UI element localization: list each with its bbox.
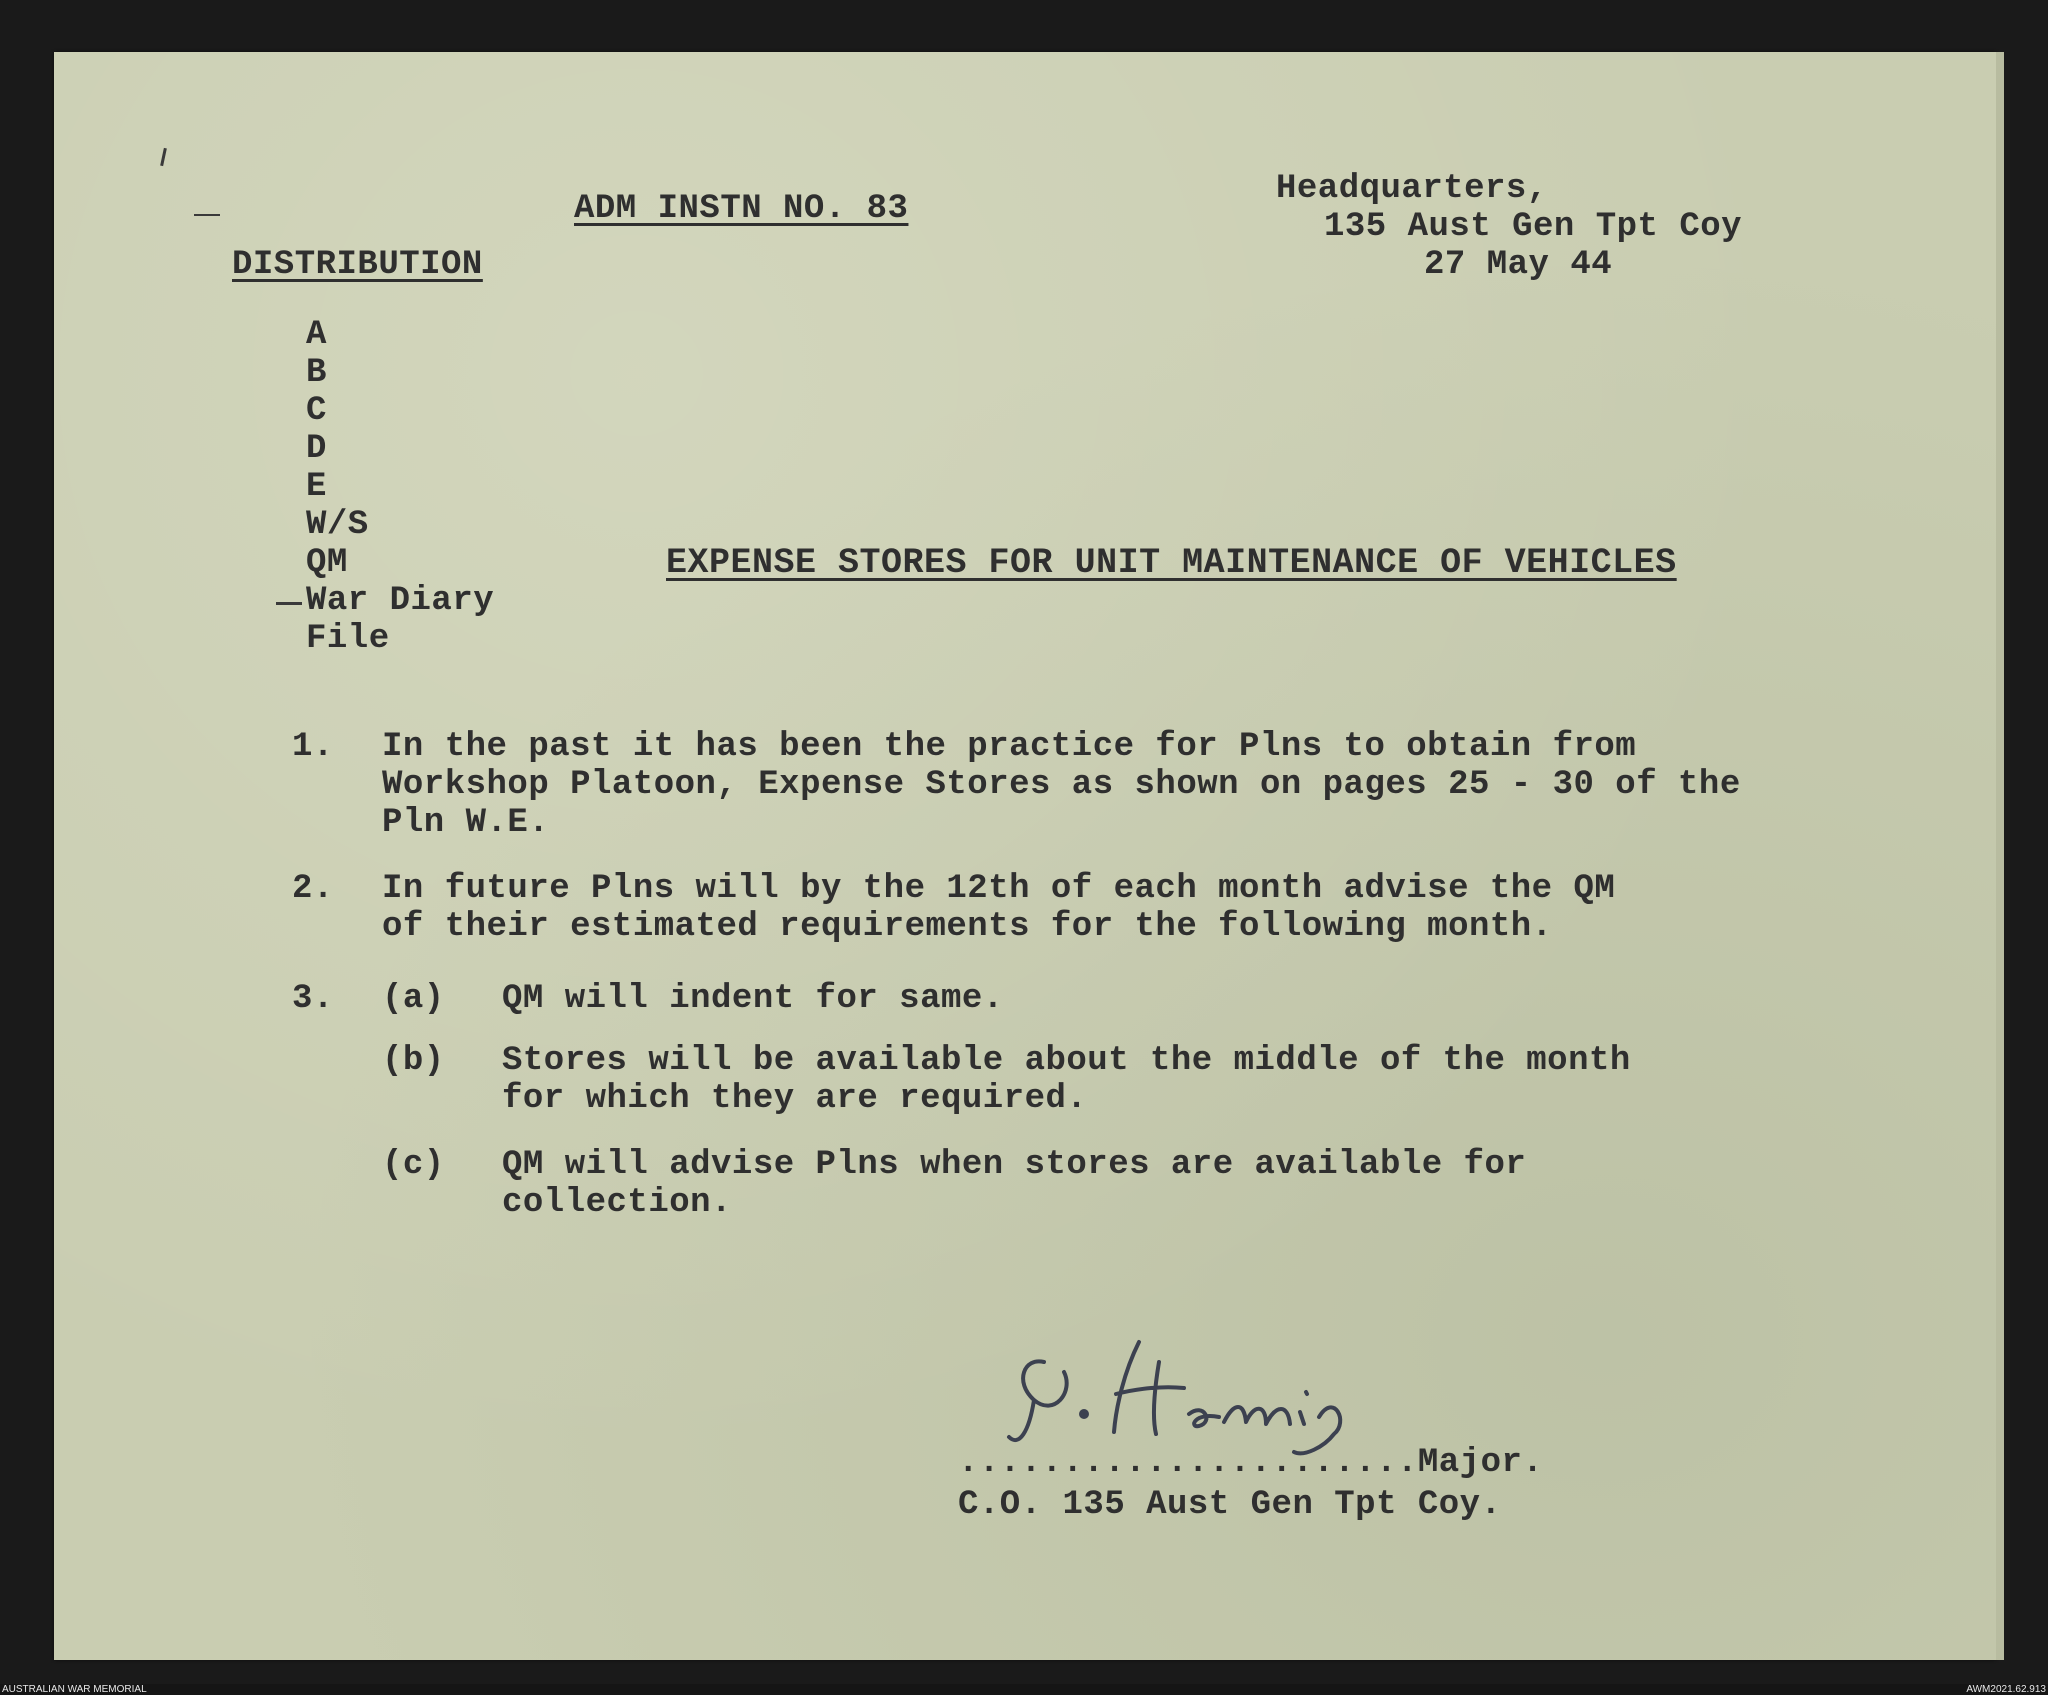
distribution-item: D: [306, 430, 327, 468]
sub-para-label: (c): [382, 1146, 445, 1184]
distribution-item: File: [306, 620, 390, 658]
distribution-item: B: [306, 354, 327, 392]
archive-reference: AWM2021.62.913: [1966, 1684, 2046, 1695]
document-page: [54, 52, 1996, 1660]
signatory-title: C.O. 135 Aust Gen Tpt Coy.: [958, 1486, 1502, 1524]
sub-para-label: (a): [382, 980, 445, 1018]
para-1-line-3: Pln W.E.: [382, 804, 550, 842]
hq-line-1: Headquarters,: [1276, 170, 1548, 208]
distribution-heading: DISTRIBUTION: [232, 246, 483, 284]
page-edge: [1996, 52, 2004, 1660]
distribution-item: W/S: [306, 506, 369, 544]
para-2-line-2: of their estimated requirements for the following month.: [382, 908, 1553, 946]
margin-mark: [194, 214, 220, 216]
document-date: 27 May 44: [1424, 246, 1613, 284]
sub-para-c-line-2: collection.: [502, 1184, 732, 1222]
hq-line-2: 135 Aust Gen Tpt Coy: [1324, 208, 1743, 246]
para-number: 1.: [292, 728, 334, 766]
sub-para-a-line-1: QM will indent for same.: [502, 980, 1004, 1018]
subject-heading: EXPENSE STORES FOR UNIT MAINTENANCE OF VEHICLES: [666, 543, 1677, 583]
sub-para-c-line-1: QM will advise Plns when stores are available for: [502, 1146, 1527, 1184]
distribution-item: War Diary: [306, 582, 495, 620]
signature-dotted-line: ......................Major.: [958, 1444, 1544, 1482]
para-1-line-1: In the past it has been the practice for Plns to obtain from: [382, 728, 1637, 766]
distribution-item: E: [306, 468, 327, 506]
handwritten-signature: [1004, 1322, 1544, 1462]
tick-mark: [276, 602, 302, 605]
para-number: 2.: [292, 870, 334, 908]
para-1-line-2: Workshop Platoon, Expense Stores as shown on pages 25 - 30 of the: [382, 766, 1741, 804]
instruction-title: ADM INSTN NO. 83: [574, 190, 909, 228]
archive-credit: AUSTRALIAN WAR MEMORIAL: [2, 1684, 147, 1695]
para-number: 3.: [292, 980, 334, 1018]
distribution-item: A: [306, 316, 327, 354]
para-2-line-1: In future Plns will by the 12th of each month advise the QM: [382, 870, 1616, 908]
sub-para-b-line-2: for which they are required.: [502, 1080, 1088, 1118]
margin-mark: [160, 148, 167, 166]
distribution-item: C: [306, 392, 327, 430]
sub-para-label: (b): [382, 1042, 445, 1080]
sub-para-b-line-1: Stores will be available about the middle of the month: [502, 1042, 1631, 1080]
distribution-item: QM: [306, 544, 348, 582]
